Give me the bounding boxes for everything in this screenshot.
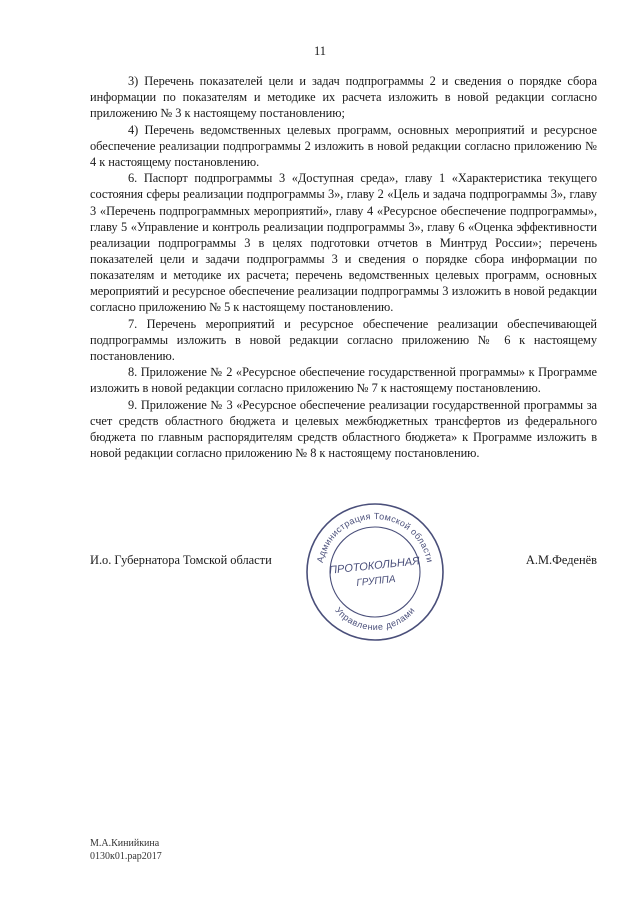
stamp-outer-text-top: Администрация Томской области [314, 510, 436, 564]
paragraph-6: 6. Паспорт подпрограммы 3 «Доступная среда», главу 1 «Характеристика текущего состояния сферы реализации подпрограммы 3», главу 2 «Цель и задача подпрограммы 3», главу 3 «Перечень подпрограммных мероприятий», главу 4 «Ресурсное обеспечение подпрограммы», главу 5 «Управление и контроль реализации подпрограммы 3», главу 6 «Оценка эффективности реализации подпрограммы 3 в целях подготовки отчетов в Минтруд России»; перечень показателей цели и задачи подпрограммы 3 и сведения о порядке сбора информации по показателям и методике их расчета; перечень ведомственных целевых программ, основных мероприятий и ресурсное обеспечение реализации подпрограммы 3 изложить в новой редакции согласно приложению № 5 к настоящему постановлению. [90, 171, 597, 315]
page-number: 11 [313, 44, 327, 58]
paragraph-8: 8. Приложение № 2 «Ресурсное обеспечение государственной программы» к Программе изложить в новой редакции согласно приложению № 7 к настоящему постановлению. [90, 365, 597, 396]
footer-author: М.А.Кинийкина [90, 838, 160, 849]
footer [90, 837, 162, 863]
stamp-inner-line2: ГРУППА [355, 573, 397, 589]
stamp-outer-text-bottom: Управление делами [333, 605, 417, 633]
stamp-inner-line1: ПРОТОКОЛЬНАЯ [328, 555, 421, 577]
official-stamp [300, 497, 450, 647]
paragraph-item-4: 4) Перечень ведомственных целевых программ, основных мероприятий и ресурсное обеспечение реализации подпрограммы 2 изложить в новой редакции согласно приложению № 4 к настоящему постановлению. [90, 122, 597, 169]
paragraph-item-3: 3) Перечень показателей цели и задач подпрограммы 2 и сведения о порядке сбора информации по показателям и методике их расчета изложить в новой редакции согласно приложению № 3 к настоящему постановлению; [90, 74, 597, 121]
paragraph-7: 7. Перечень мероприятий и ресурсное обеспечение реализации обеспечивающей подпрограммы изложить в новой редакции согласно приложению № 6 к настоящему постановлению. [90, 316, 597, 363]
footer-file-code: 0130к01.рар2017 [90, 851, 162, 862]
paragraph-9: 9. Приложение № 3 «Ресурсное обеспечение реализации государственной программы за счет средств областного бюджета и целевых межбюджетных трансфертов из федерального бюджета по главным распорядителям средств областного бюджета» к Программе изложить в новой редакции согласно приложению № 8 к настоящему постановлению. [90, 397, 597, 461]
signatory-title: И.о. Губернатора Томской области [90, 553, 272, 567]
signatory-name: А.М.Феденёв [525, 553, 597, 567]
document-body [90, 73, 597, 462]
